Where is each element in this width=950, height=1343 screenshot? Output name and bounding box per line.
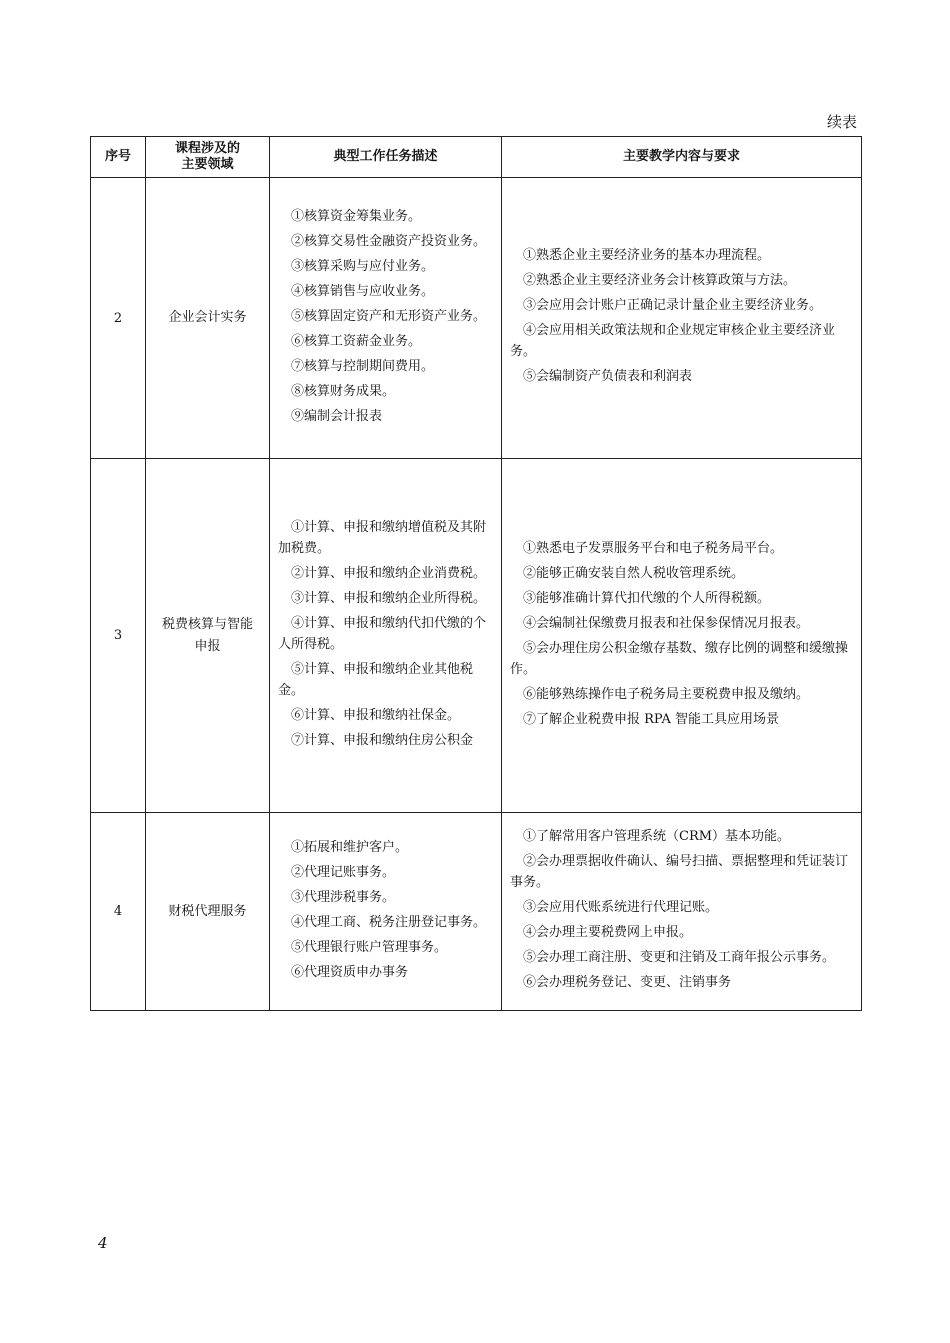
task-item: ⑥核算工资薪金业务。 bbox=[291, 333, 422, 349]
row-number: 2 bbox=[91, 178, 146, 459]
task-item: ②代理记账事务。 bbox=[291, 864, 396, 880]
task-item: ⑧核算财务成果。 bbox=[291, 383, 396, 399]
task-item: ⑤计算、申报和缴纳企业其他税金。 bbox=[278, 661, 474, 698]
row-tasks bbox=[270, 178, 502, 459]
content-item: ⑥会办理税务登记、变更、注销事务 bbox=[523, 975, 732, 990]
page-number: 4 bbox=[98, 1234, 108, 1252]
content-item: ③能够准确计算代扣代缴的个人所得税额。 bbox=[523, 590, 771, 606]
content-item: ③会应用会计账户正确记录计量企业主要经济业务。 bbox=[523, 298, 823, 313]
task-item: ①核算资金筹集业务。 bbox=[291, 208, 422, 224]
row-area: 税费核算与智能申报 bbox=[146, 459, 270, 813]
table-row bbox=[91, 813, 862, 1011]
content-item: ④会办理主要税费网上申报。 bbox=[523, 925, 693, 940]
task-item: ④代理工商、税务注册登记事务。 bbox=[291, 914, 487, 930]
header-area-line1: 课程涉及的 bbox=[174, 141, 240, 156]
content-item: ①熟悉电子发票服务平台和电子税务局平台。 bbox=[523, 540, 784, 556]
table-row bbox=[91, 459, 862, 813]
table-row bbox=[91, 178, 862, 459]
task-item: ⑦计算、申报和缴纳住房公积金 bbox=[291, 732, 474, 748]
content-item: ③会应用代账系统进行代理记账。 bbox=[523, 900, 719, 915]
content-item: ⑤会办理工商注册、变更和注销及工商年报公示事务。 bbox=[523, 950, 836, 965]
continued-label: 续表 bbox=[826, 113, 857, 131]
task-item: ①计算、申报和缴纳增值税及其附加税费。 bbox=[278, 519, 487, 556]
header-no: 序号 bbox=[91, 137, 146, 178]
header-tasks: 典型工作任务描述 bbox=[270, 137, 502, 178]
header-content: 主要教学内容与要求 bbox=[502, 137, 862, 178]
header-area-line2: 主要领域 bbox=[181, 157, 234, 172]
row-area: 财税代理服务 bbox=[146, 813, 270, 1011]
content-item: ⑤会编制资产负债表和利润表 bbox=[523, 369, 693, 384]
content-item: ①了解常用客户管理系统（CRM）基本功能。 bbox=[523, 829, 791, 844]
content-item: ②熟悉企业主要经济业务会计核算政策与方法。 bbox=[523, 273, 797, 288]
task-item: ⑥代理资质申办事务 bbox=[291, 964, 409, 980]
task-item: ④计算、申报和缴纳代扣代缴的个人所得税。 bbox=[278, 615, 487, 652]
row-number: 4 bbox=[91, 813, 146, 1011]
curriculum-table bbox=[90, 136, 862, 1011]
task-item: ②计算、申报和缴纳企业消费税。 bbox=[291, 565, 487, 581]
header-area bbox=[146, 137, 270, 178]
task-item: ③代理涉税事务。 bbox=[291, 889, 396, 905]
task-item: ②核算交易性金融资产投资业务。 bbox=[291, 233, 487, 249]
row-tasks bbox=[270, 813, 502, 1011]
header-row bbox=[91, 137, 862, 178]
content-item: ⑦了解企业税费申报 RPA 智能工具应用场景 bbox=[523, 711, 779, 727]
row-tasks bbox=[270, 459, 502, 813]
row-content bbox=[502, 459, 862, 813]
task-item: ③核算采购与应付业务。 bbox=[291, 258, 435, 274]
task-item: ①拓展和维护客户。 bbox=[291, 839, 409, 855]
content-item: ②能够正确安装自然人税收管理系统。 bbox=[523, 565, 745, 581]
task-item: ⑨编制会计报表 bbox=[291, 408, 383, 424]
row-area: 企业会计实务 bbox=[146, 178, 270, 459]
task-item: ③计算、申报和缴纳企业所得税。 bbox=[291, 590, 487, 606]
content-item: ④会编制社保缴费月报表和社保参保情况月报表。 bbox=[523, 615, 810, 631]
row-content bbox=[502, 178, 862, 459]
row-content bbox=[502, 813, 862, 1011]
row-number: 3 bbox=[91, 459, 146, 813]
task-item: ⑥计算、申报和缴纳社保金。 bbox=[291, 707, 461, 723]
task-item: ⑦核算与控制期间费用。 bbox=[291, 358, 435, 374]
content-item: ②会办理票据收件确认、编号扫描、票据整理和凭证装订事务。 bbox=[510, 854, 849, 890]
task-item: ⑤代理银行账户管理事务。 bbox=[291, 939, 448, 955]
content-item: ④会应用相关政策法规和企业规定审核企业主要经济业务。 bbox=[510, 323, 836, 359]
content-item: ⑥能够熟练操作电子税务局主要税费申报及缴纳。 bbox=[523, 686, 810, 702]
task-item: ⑤核算固定资产和无形资产业务。 bbox=[291, 308, 487, 324]
content-item: ⑤会办理住房公积金缴存基数、缴存比例的调整和缓缴操作。 bbox=[510, 640, 849, 677]
task-item: ④核算销售与应收业务。 bbox=[291, 283, 435, 299]
content-item: ①熟悉企业主要经济业务的基本办理流程。 bbox=[523, 248, 771, 263]
